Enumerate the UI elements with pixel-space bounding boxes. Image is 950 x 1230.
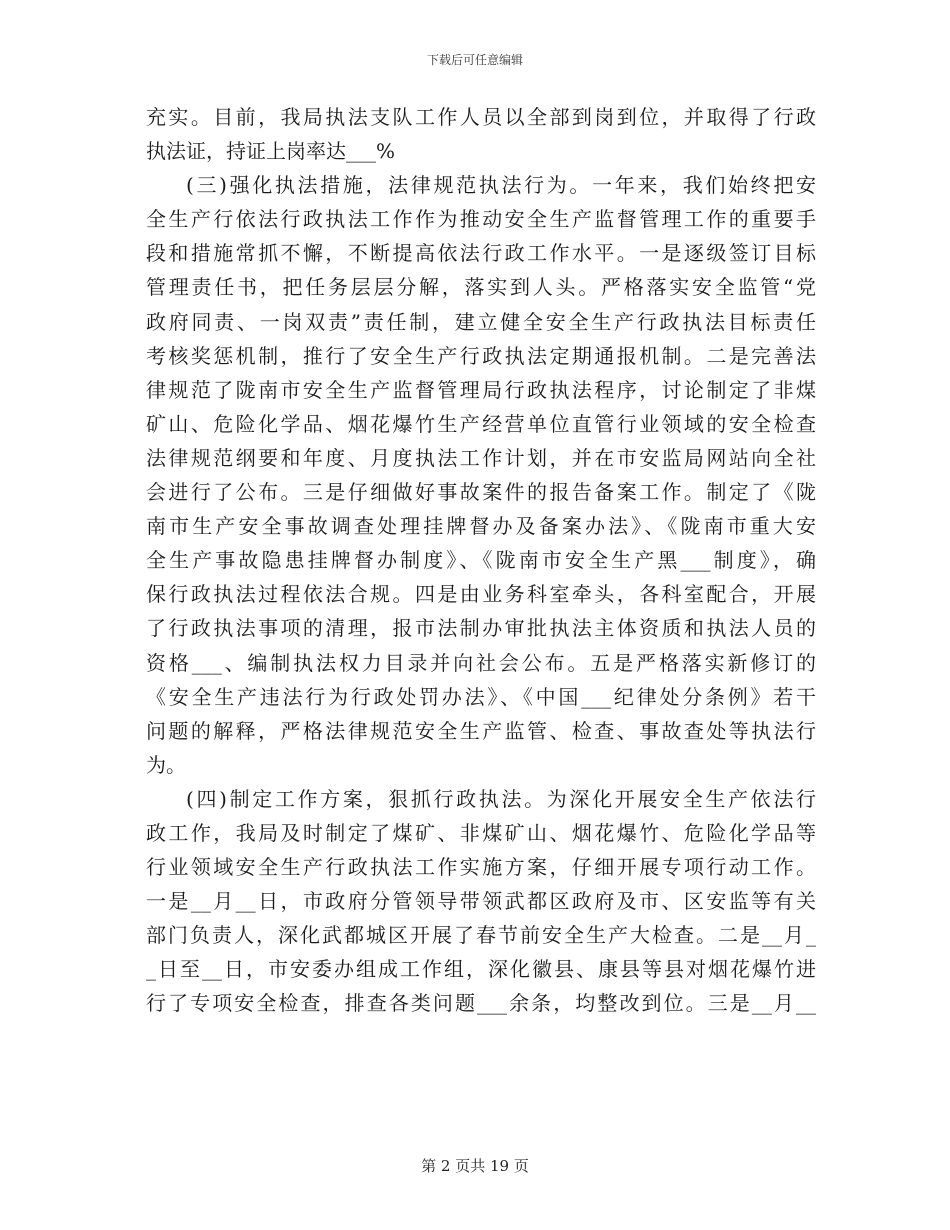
text-line: _日至__日，市安委办组成工作组，深化徽县、康县等县对烟花爆竹进: [146, 957, 816, 982]
text-line: 充实。目前，我局执法支队工作人员以全部到岗到位，并取得了行政: [146, 105, 816, 129]
text-line: 法律规范纲要和年度、月度执法工作计划，并在市安监局网站向全社: [146, 445, 816, 470]
text-line: 资格___、编制执法权力目录并向社会公布。五是严格落实新修订的: [146, 650, 816, 675]
text-line: 会进行了公布。三是仔细做好事故案件的报告备案工作。制定了《陇: [146, 480, 816, 505]
text-line: 律规范了陇南市安全生产监督管理局行政执法程序，讨论制定了非煤: [146, 377, 816, 402]
text-line: 全生产事故隐患挂牌督办制度》、《陇南市安全生产黑___制度》，确: [146, 548, 816, 573]
text-line: (三)强化执法措施，法律规范执法行为。一年来，我们始终把安: [186, 173, 816, 198]
text-line: 政府同责、一岗双责”责任制，建立健全安全生产行政执法目标责任: [146, 309, 816, 334]
text-line: 了行政执法事项的清理，报市法制办审批执法主体资质和执法人员的: [146, 616, 816, 641]
text-line: (四)制定工作方案，狠抓行政执法。为深化开展安全生产依法行: [186, 786, 816, 811]
text-line: 《安全生产违法行为行政处罚办法》、《中国___纪律处分条例》若干: [146, 684, 816, 709]
text-line: 矿山、危险化学品、烟花爆竹生产经营单位直管行业领域的安全检查: [146, 411, 816, 436]
text-line: 南市生产安全事故调查处理挂牌督办及备案办法》、《陇南市重大安: [146, 514, 816, 539]
text-line: 全生产行依法行政执法工作作为推动安全生产监督管理工作的重要手: [146, 207, 816, 232]
page-header: 下载后可任意编辑: [426, 53, 523, 67]
text-line: 为。: [146, 752, 186, 777]
text-line: 管理责任书，把任务层层分解，落实到人头。严格落实安全监管“党: [146, 275, 816, 300]
text-line: 行了专项安全检查，排查各类问题___余条，均整改到位。三是__月__: [146, 991, 816, 1016]
text-line: 段和措施常抓不懈，不断提高依法行政工作水平。一是逐级签订目标: [146, 241, 816, 266]
text-line: 问题的解释，严格法律规范安全生产监管、检查、事故查处等执法行: [146, 718, 816, 743]
body-text: [146, 100, 816, 1021]
text-line: 保行政执法过程依法合规。四是由业务科室牵头，各科室配合，开展: [146, 582, 816, 607]
text-line: 行业领域安全生产行政执法工作实施方案，仔细开展专项行动工作。: [146, 855, 816, 880]
text-line: 部门负责人，深化武都城区开展了春节前安全生产大检查。二是__月_: [146, 923, 816, 948]
text-line: 考核奖惩机制，推行了安全生产行政执法定期通报机制。二是完善法: [146, 343, 816, 368]
text-line: 执法证，持证上岗率达___%: [146, 139, 396, 164]
page-footer: 第 2 页共 19 页: [421, 1157, 529, 1175]
text-line: 一是__月__日，市政府分管领导带领武都区政府及市、区安监等有关: [146, 889, 816, 914]
text-line: 政工作，我局及时制定了煤矿、非煤矿山、烟花爆竹、危险化学品等: [146, 820, 816, 845]
